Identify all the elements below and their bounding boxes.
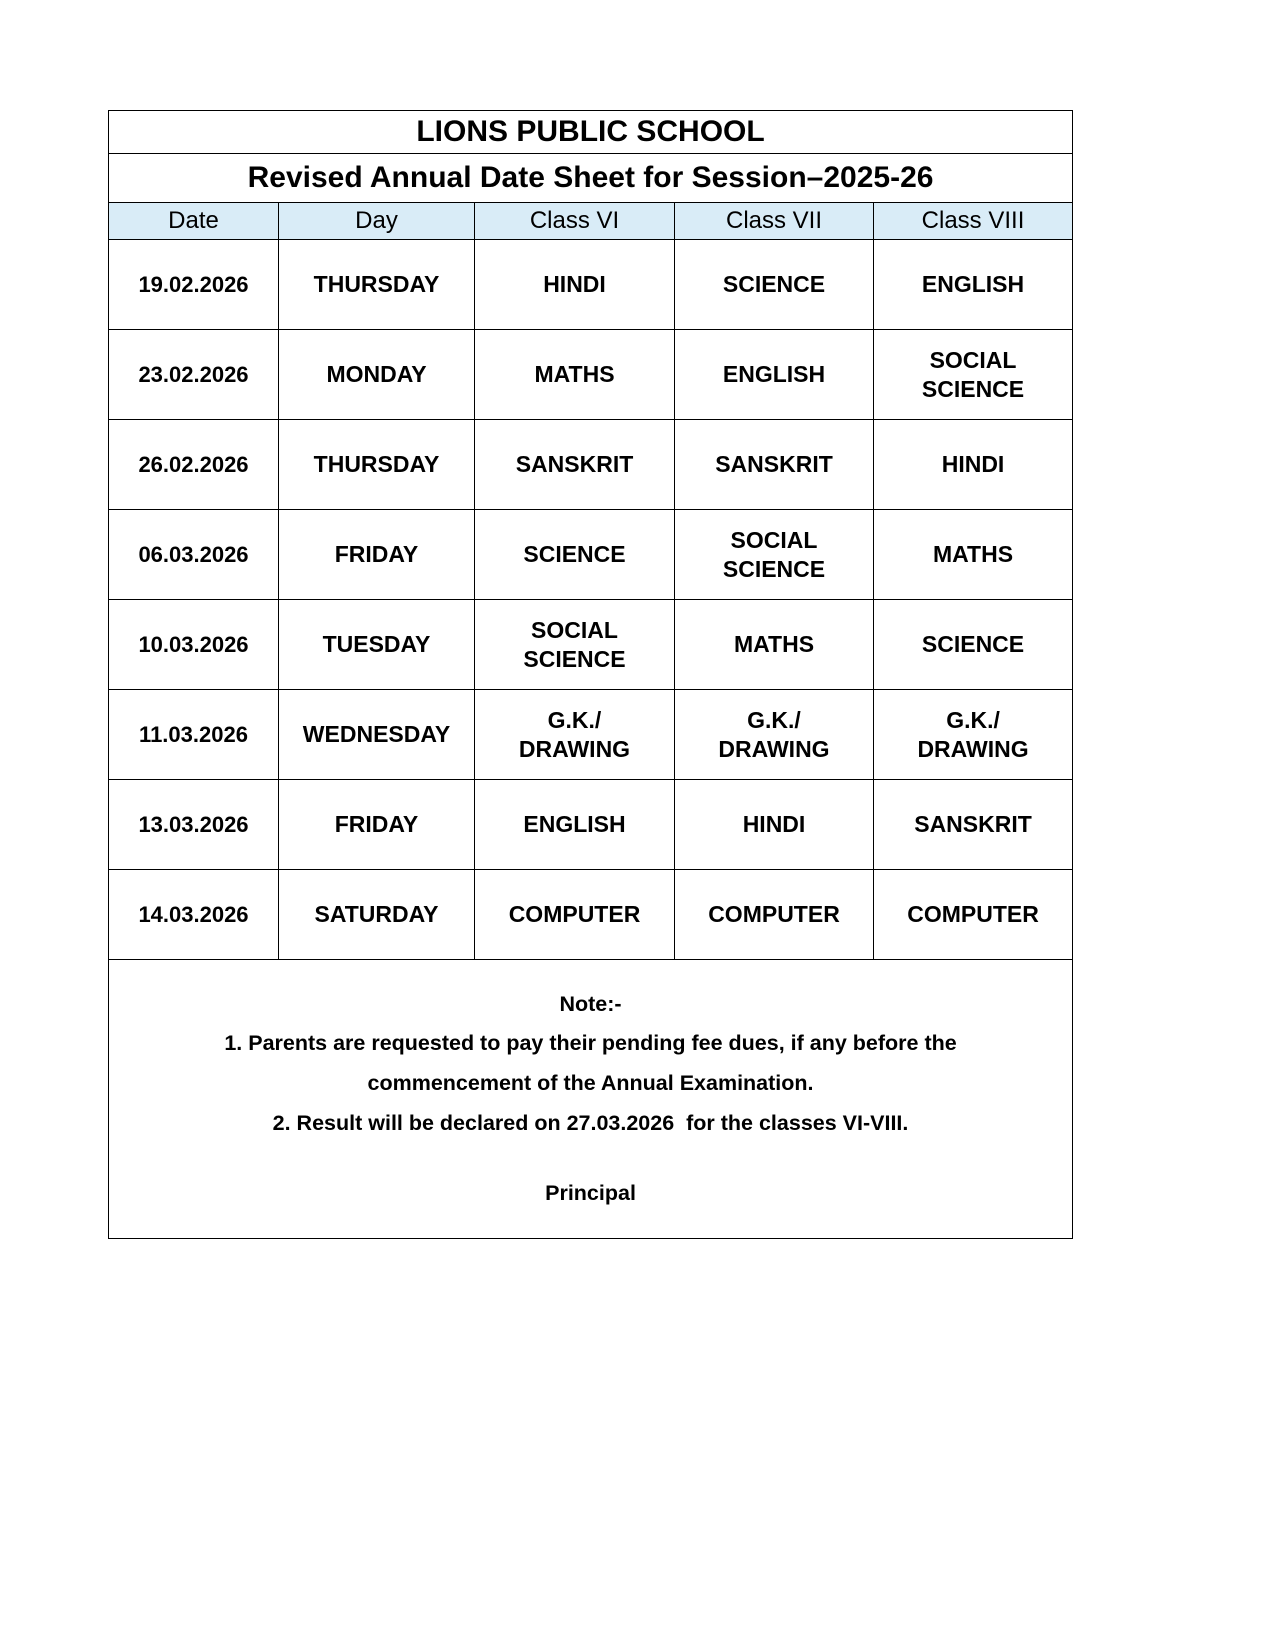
cell-class-vii <box>675 690 874 780</box>
cell-date: 26.02.2026 <box>109 420 279 510</box>
table-row <box>109 420 1073 510</box>
cell-class-vi-line1: SANSKRIT <box>515 451 634 478</box>
cell-day: TUESDAY <box>279 600 475 690</box>
cell-class-vi-line1: COMPUTER <box>508 901 641 928</box>
cell-class-vi <box>475 240 675 330</box>
note-line-1-cont: commencement of the Annual Examination. <box>367 1071 814 1096</box>
cell-class-vii <box>675 870 874 960</box>
column-header-class-vii: Class VII <box>675 203 874 240</box>
cell-class-viii <box>874 870 1073 960</box>
cell-class-viii <box>874 600 1073 690</box>
cell-class-viii-line1: MATHS <box>932 541 1014 568</box>
cell-class-viii-line1: ENGLISH <box>921 271 1025 298</box>
cell-class-vii-line1: ENGLISH <box>722 361 826 388</box>
cell-date: 11.03.2026 <box>109 690 279 780</box>
cell-class-vi <box>475 510 675 600</box>
cell-class-vi-line2: DRAWING <box>518 735 631 762</box>
cell-class-vi <box>475 690 675 780</box>
date-sheet-table <box>108 110 1073 1239</box>
cell-date: 19.02.2026 <box>109 240 279 330</box>
table-row <box>109 870 1073 960</box>
cell-class-vii <box>675 330 874 420</box>
cell-class-viii <box>874 780 1073 870</box>
cell-day: THURSDAY <box>279 420 475 510</box>
cell-date: 23.02.2026 <box>109 330 279 420</box>
cell-class-viii-line2: SCIENCE <box>921 375 1025 402</box>
cell-class-viii-line1: HINDI <box>941 451 1005 478</box>
school-name-title: LIONS PUBLIC SCHOOL <box>109 111 1073 154</box>
note-line-2: 2. Result will be declared on 27.03.2026 for the classes VI-VIII. <box>272 1110 909 1135</box>
cell-class-viii <box>874 510 1073 600</box>
cell-class-viii-line1: G.K./ <box>946 706 1000 733</box>
cell-class-vi-line1: HINDI <box>543 271 606 298</box>
cell-class-vii <box>675 240 874 330</box>
cell-class-viii <box>874 690 1073 780</box>
note-section-row <box>109 960 1073 1239</box>
cell-date: 06.03.2026 <box>109 510 279 600</box>
cell-class-vii-line2: SCIENCE <box>722 555 826 582</box>
date-sheet-container <box>108 110 1072 1239</box>
note-spacer <box>109 1144 1072 1174</box>
sheet-subtitle: Revised Annual Date Sheet for Session–2025-26 <box>109 154 1073 203</box>
table-row <box>109 600 1073 690</box>
cell-class-viii-line1: SANSKRIT <box>914 811 1032 838</box>
cell-class-viii <box>874 420 1073 510</box>
cell-class-vi-line1: SOCIAL <box>531 616 618 643</box>
cell-class-vi-line1: G.K./ <box>547 706 602 733</box>
cell-class-vi <box>475 600 675 690</box>
cell-class-vii <box>675 600 874 690</box>
table-row <box>109 690 1073 780</box>
cell-class-vii-line1: COMPUTER <box>708 901 840 928</box>
table-row <box>109 240 1073 330</box>
cell-class-vii-line1: SANSKRIT <box>715 451 833 478</box>
cell-class-vi <box>475 870 675 960</box>
cell-class-vi <box>475 330 675 420</box>
cell-day: MONDAY <box>279 330 475 420</box>
table-row <box>109 330 1073 420</box>
cell-class-viii-line1: SOCIAL <box>929 346 1017 373</box>
cell-class-vii <box>675 510 874 600</box>
cell-day: THURSDAY <box>279 240 475 330</box>
column-header-class-viii: Class VIII <box>874 203 1073 240</box>
cell-class-vii-line1: G.K./ <box>747 706 801 733</box>
cell-class-vii <box>675 780 874 870</box>
cell-class-vii-line1: SCIENCE <box>722 271 826 298</box>
cell-day: FRIDAY <box>279 780 475 870</box>
table-row <box>109 510 1073 600</box>
column-header-row <box>109 203 1073 240</box>
cell-class-vii-line1: MATHS <box>733 631 815 658</box>
column-header-date: Date <box>109 203 279 240</box>
note-signature: Principal <box>545 1180 636 1205</box>
table-row <box>109 780 1073 870</box>
note-block <box>109 985 1072 1214</box>
note-heading: Note:- <box>559 991 622 1016</box>
cell-class-viii-line2: DRAWING <box>917 735 1029 762</box>
cell-class-vi-line1: ENGLISH <box>523 811 626 838</box>
cell-class-vii <box>675 420 874 510</box>
cell-class-viii <box>874 240 1073 330</box>
cell-date: 10.03.2026 <box>109 600 279 690</box>
cell-class-vii-line1: SOCIAL <box>730 526 818 553</box>
school-title-row <box>109 111 1073 154</box>
column-header-day: Day <box>279 203 475 240</box>
cell-class-vii-line1: HINDI <box>742 811 806 838</box>
note-line-1: 1. Parents are requested to pay their pending fee dues, if any before the <box>224 1031 957 1056</box>
cell-class-vi-line1: MATHS <box>534 361 615 388</box>
cell-day: SATURDAY <box>279 870 475 960</box>
cell-class-vii-line2: DRAWING <box>718 735 830 762</box>
cell-class-vi <box>475 420 675 510</box>
cell-date: 13.03.2026 <box>109 780 279 870</box>
cell-class-viii-line1: SCIENCE <box>921 631 1025 658</box>
note-cell <box>109 960 1073 1239</box>
cell-class-vi-line2: SCIENCE <box>523 645 626 672</box>
cell-date: 14.03.2026 <box>109 870 279 960</box>
sheet-subtitle-row <box>109 154 1073 203</box>
cell-class-vi <box>475 780 675 870</box>
cell-day: FRIDAY <box>279 510 475 600</box>
cell-class-viii <box>874 330 1073 420</box>
cell-class-viii-line1: COMPUTER <box>907 901 1039 928</box>
cell-class-vi-line1: SCIENCE <box>523 541 626 568</box>
column-header-class-vi: Class VI <box>475 203 675 240</box>
cell-day: WEDNESDAY <box>279 690 475 780</box>
